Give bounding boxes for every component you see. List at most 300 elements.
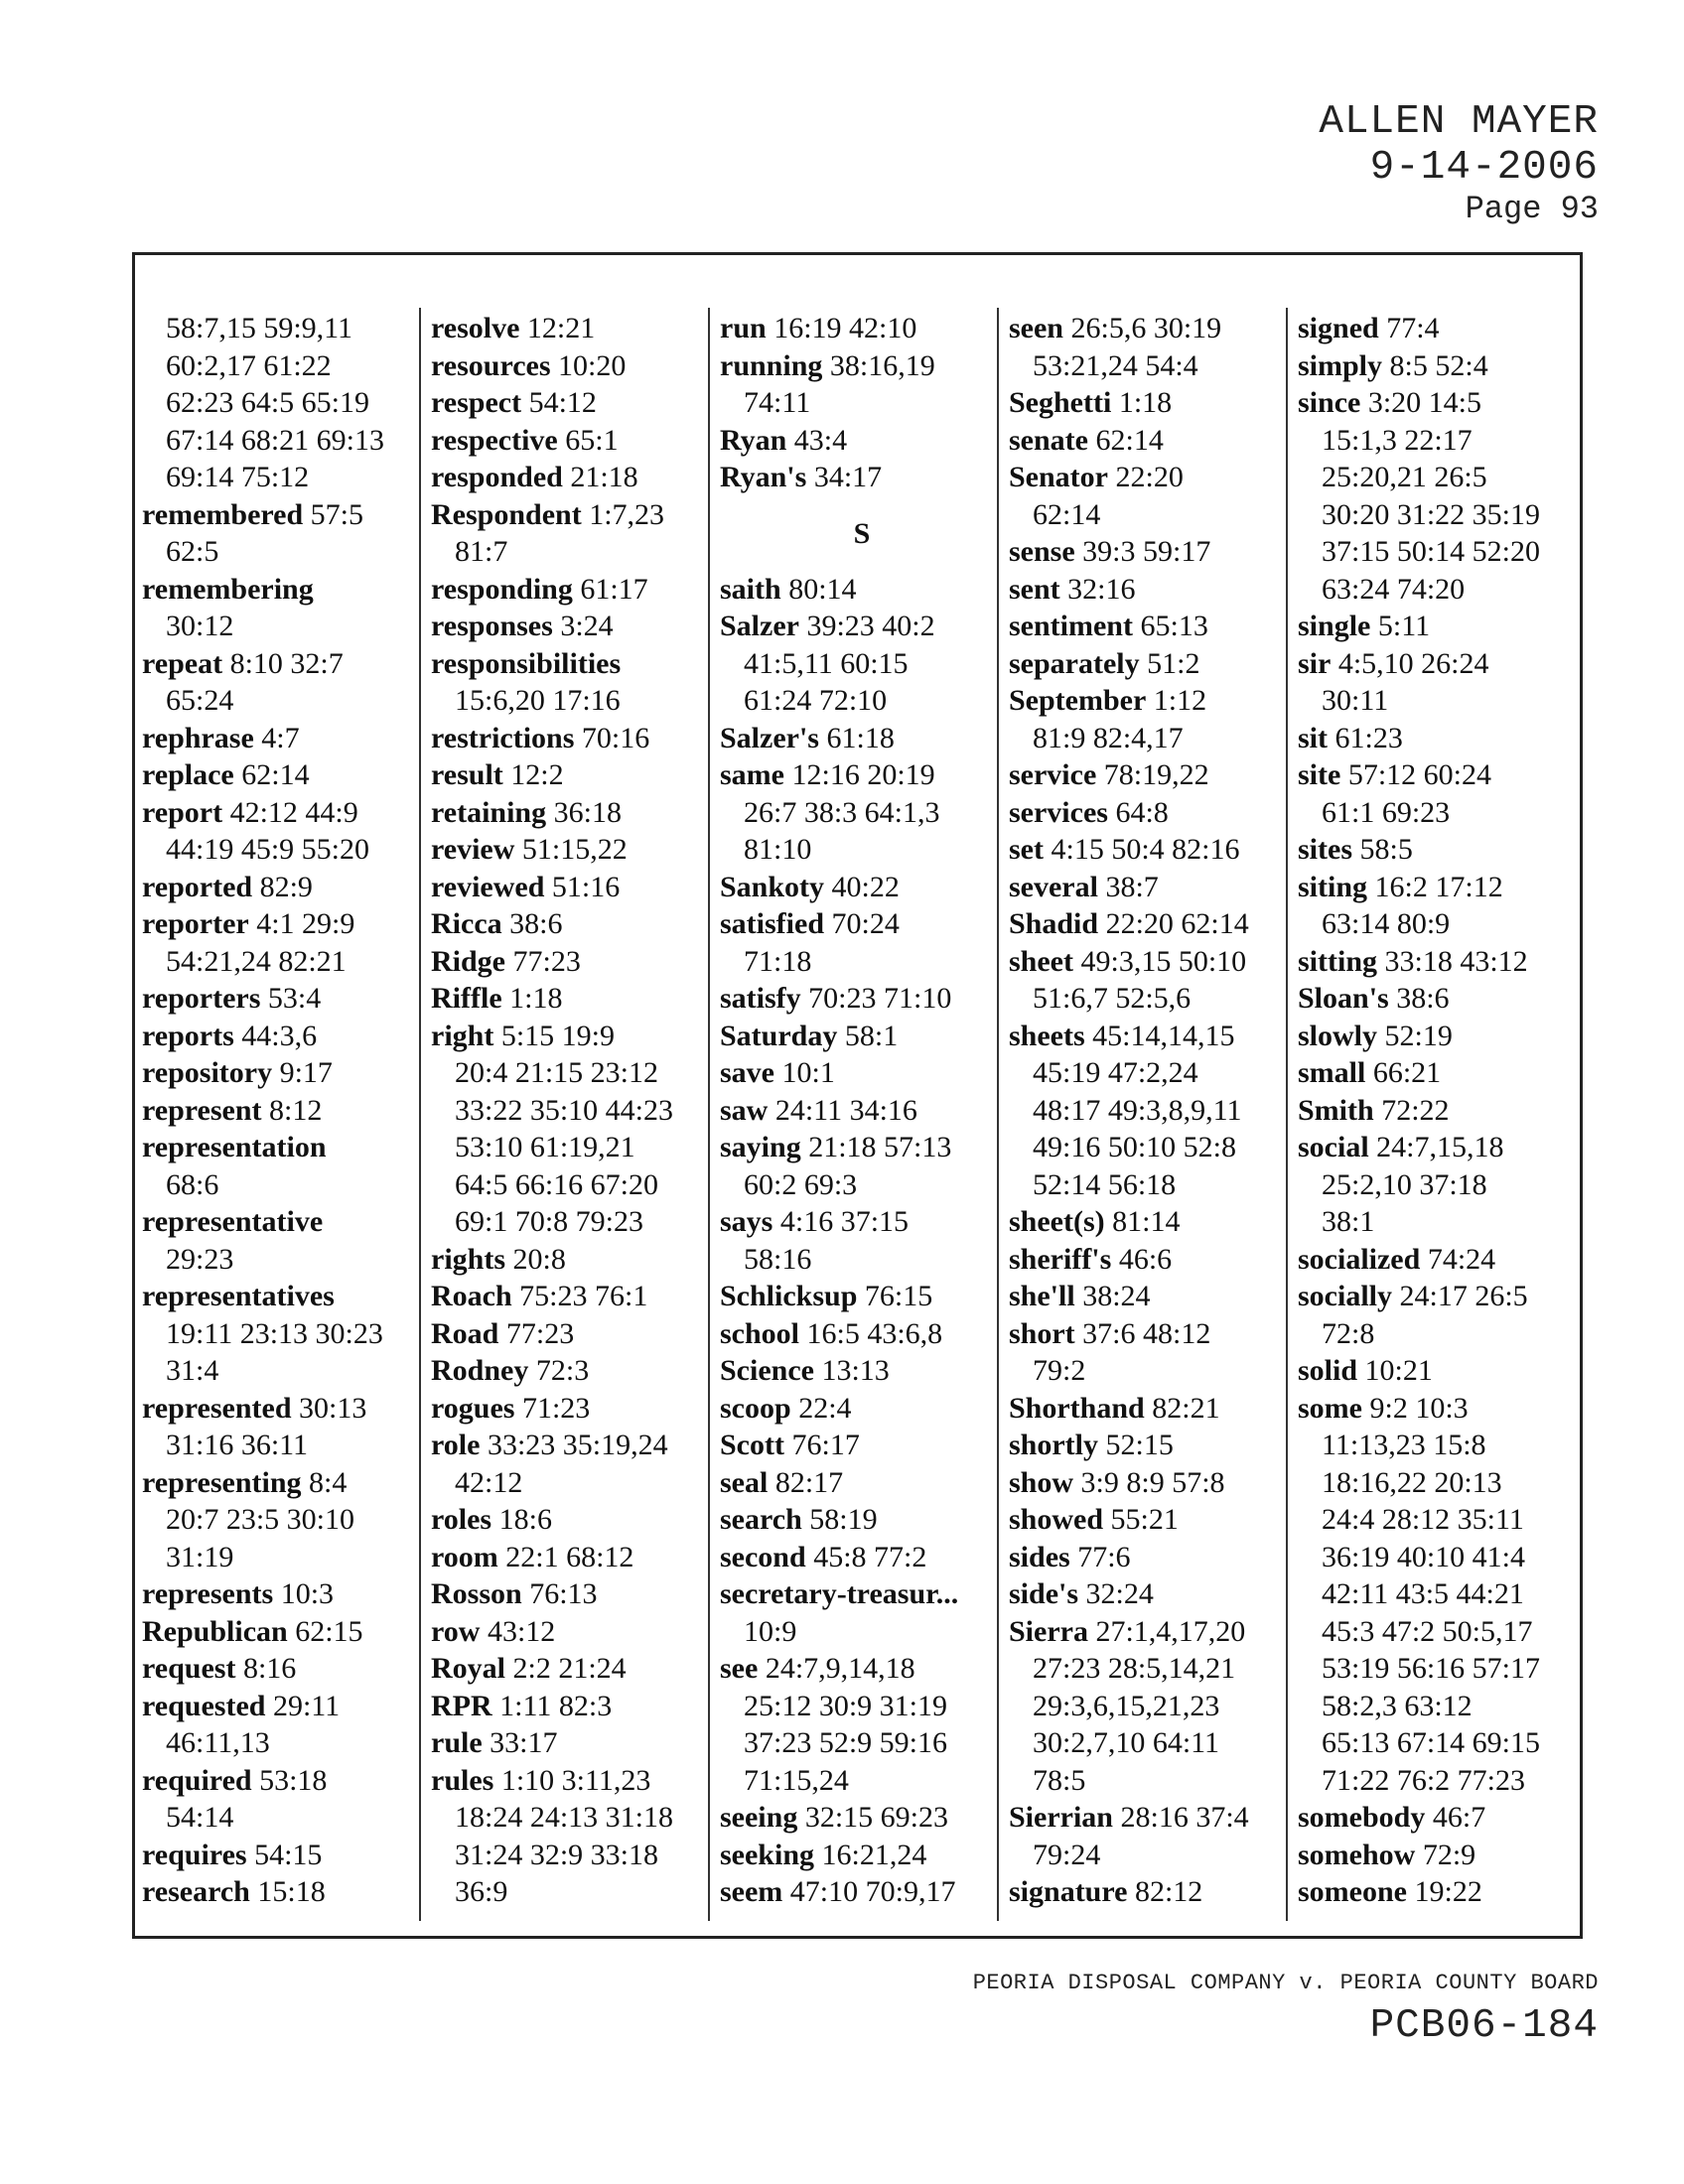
index-reference: 53:10 61:19,21 bbox=[455, 1131, 635, 1163]
index-reference: 1:11 82:3 bbox=[491, 1689, 613, 1722]
index-reference: 71:23 bbox=[514, 1391, 591, 1425]
index-reference: 29:3,6,15,21,23 bbox=[1033, 1689, 1220, 1722]
index-term: sheets bbox=[1009, 1019, 1085, 1052]
index-entry bbox=[1009, 1575, 1293, 1613]
index-reference: 19:22 bbox=[1406, 1875, 1482, 1908]
index-entry bbox=[431, 869, 715, 906]
index-reference: 30:12 bbox=[166, 610, 234, 642]
index-reference: 61:1 69:23 bbox=[1322, 795, 1451, 829]
index-entry bbox=[1009, 384, 1293, 422]
index-reference: 33:18 43:12 bbox=[1377, 944, 1528, 978]
index-reference: 45:19 47:2,24 bbox=[1033, 1056, 1198, 1089]
index-term: repeat bbox=[142, 646, 223, 680]
index-term: reviewed bbox=[431, 870, 545, 903]
index-term: sir bbox=[1298, 646, 1332, 680]
index-reference: 62:14 bbox=[1033, 497, 1101, 531]
index-term: September bbox=[1009, 684, 1147, 717]
index-reference: 13:13 bbox=[813, 1354, 890, 1387]
index-reference: 43:12 bbox=[480, 1614, 556, 1648]
index-reference: 16:19 42:10 bbox=[766, 312, 917, 344]
case-number: PCB06-184 bbox=[1369, 2003, 1599, 2049]
index-entry bbox=[1298, 1241, 1582, 1279]
index-term: sheriff's bbox=[1009, 1242, 1112, 1276]
index-entry bbox=[720, 1092, 1004, 1130]
index-term: satisfied bbox=[720, 907, 824, 940]
index-entry bbox=[142, 1464, 426, 1576]
index-continuation-line: 62:23 64:5 65:19 bbox=[166, 386, 370, 419]
index-reference: 8:4 bbox=[301, 1465, 348, 1499]
index-reference: 71:22 76:2 77:23 bbox=[1322, 1763, 1526, 1797]
index-reference: 3:9 8:9 57:8 bbox=[1073, 1465, 1225, 1499]
index-reference: 78:19,22 bbox=[1096, 758, 1209, 791]
index-reference: 58:5 bbox=[1352, 833, 1413, 866]
index-entry bbox=[1298, 1054, 1582, 1092]
index-reference: 24:7,9,14,18 bbox=[758, 1652, 915, 1685]
index-term: role bbox=[431, 1429, 481, 1461]
index-reference: 38:6 bbox=[501, 907, 563, 940]
index-entry bbox=[142, 794, 426, 869]
index-reference: 49:3,15 50:10 bbox=[1072, 944, 1247, 978]
index-reference: 61:24 72:10 bbox=[744, 684, 888, 717]
index-reference: 26:7 38:3 64:1,3 bbox=[744, 795, 940, 829]
index-entry bbox=[720, 1278, 1004, 1315]
index-reference: 24:17 26:5 bbox=[1392, 1280, 1528, 1312]
index-term: Sierra bbox=[1009, 1614, 1088, 1648]
index-reference: 76:13 bbox=[521, 1577, 598, 1610]
index-reference: 54:14 bbox=[166, 1801, 234, 1834]
index-reference: 32:24 bbox=[1078, 1577, 1154, 1610]
index-entry bbox=[1009, 1799, 1293, 1873]
index-entry bbox=[1298, 980, 1582, 1018]
index-reference: 39:3 59:17 bbox=[1074, 535, 1211, 568]
index-entry bbox=[1298, 756, 1582, 831]
index-entry bbox=[142, 1054, 426, 1092]
index-reference: 81:9 82:4,17 bbox=[1033, 721, 1184, 754]
index-reference: 32:16 bbox=[1059, 572, 1136, 606]
index-term: room bbox=[431, 1540, 498, 1573]
index-reference: 16:21,24 bbox=[814, 1838, 927, 1871]
index-reference: 4:5,10 26:24 bbox=[1331, 646, 1489, 680]
index-reference: 34:17 bbox=[806, 461, 883, 493]
index-reference: 26:5,6 30:19 bbox=[1063, 312, 1222, 344]
index-reference: 10:9 bbox=[744, 1614, 797, 1648]
index-reference: 75:23 76:1 bbox=[511, 1280, 648, 1312]
index-entry bbox=[142, 1613, 426, 1651]
index-term: second bbox=[720, 1540, 806, 1573]
index-entry bbox=[720, 1129, 1004, 1203]
index-reference: 77:23 bbox=[505, 944, 581, 978]
index-term: Shorthand bbox=[1009, 1391, 1145, 1425]
index-reference: 72:3 bbox=[528, 1354, 590, 1387]
index-column-3 bbox=[720, 310, 1004, 1911]
index-term: single bbox=[1298, 610, 1371, 642]
index-entry bbox=[1009, 1018, 1293, 1204]
index-reference: 33:23 35:19,24 bbox=[480, 1429, 668, 1461]
index-reference: 36:18 bbox=[546, 795, 622, 829]
index-continuation-line: 60:2,17 61:22 bbox=[166, 348, 332, 382]
index-entry bbox=[1009, 608, 1293, 645]
index-entry bbox=[1298, 1390, 1582, 1800]
index-term: represent bbox=[142, 1093, 262, 1127]
index-entry bbox=[1298, 347, 1582, 385]
index-reference: 37:6 48:12 bbox=[1074, 1316, 1211, 1350]
index-reference: 82:21 bbox=[1144, 1391, 1220, 1425]
index-reference: 5:15 19:9 bbox=[493, 1019, 615, 1052]
index-reference: 76:17 bbox=[783, 1429, 860, 1461]
index-term: Smith bbox=[1298, 1093, 1374, 1127]
index-entry bbox=[142, 1203, 426, 1278]
index-term: showed bbox=[1009, 1503, 1104, 1536]
index-term: search bbox=[720, 1503, 802, 1536]
index-entry bbox=[431, 1688, 715, 1725]
index-entry bbox=[1009, 756, 1293, 794]
index-term: same bbox=[720, 758, 784, 791]
index-reference: 1:7,23 bbox=[581, 497, 665, 531]
index-reference: 40:22 bbox=[824, 870, 900, 903]
index-term: repository bbox=[142, 1056, 273, 1089]
index-reference: 8:16 bbox=[235, 1652, 297, 1685]
index-term: services bbox=[1009, 795, 1108, 829]
index-term: school bbox=[720, 1316, 800, 1350]
index-entry bbox=[142, 905, 426, 980]
index-reference: 31:24 32:9 33:18 bbox=[455, 1838, 659, 1871]
index-reference: 81:7 bbox=[455, 535, 508, 568]
index-entry bbox=[1009, 794, 1293, 832]
index-reference: 62:14 bbox=[233, 758, 310, 791]
index-reference: 72:9 bbox=[1415, 1838, 1476, 1871]
index-entry bbox=[142, 980, 426, 1018]
index-term: representative bbox=[142, 1205, 324, 1238]
index-reference: 2:2 21:24 bbox=[505, 1652, 627, 1685]
index-reference: 31:4 bbox=[166, 1354, 219, 1387]
index-reference: 81:14 bbox=[1104, 1205, 1181, 1238]
index-entry bbox=[1298, 869, 1582, 943]
index-entry bbox=[142, 1278, 426, 1390]
index-term: responses bbox=[431, 610, 553, 642]
index-reference: 30:2,7,10 64:11 bbox=[1033, 1726, 1220, 1759]
index-reference: 65:24 bbox=[166, 684, 234, 717]
index-entry bbox=[142, 756, 426, 794]
index-term: rephrase bbox=[142, 721, 254, 754]
index-term: sent bbox=[1009, 572, 1060, 606]
index-entry bbox=[720, 905, 1004, 980]
index-term: small bbox=[1298, 1056, 1366, 1089]
index-term: Republican bbox=[142, 1614, 288, 1648]
index-entry bbox=[1009, 1539, 1293, 1576]
page-number: Page 93 bbox=[1465, 191, 1599, 227]
index-entry bbox=[431, 496, 715, 571]
index-term: row bbox=[431, 1614, 481, 1648]
index-reference: 15:18 bbox=[249, 1875, 326, 1908]
index-reference: 16:5 43:6,8 bbox=[799, 1316, 943, 1350]
index-entry bbox=[1298, 720, 1582, 757]
index-entry bbox=[431, 943, 715, 981]
index-term: requested bbox=[142, 1689, 266, 1722]
index-reference: 45:8 77:2 bbox=[805, 1540, 927, 1573]
index-reference: 20:7 23:5 30:10 bbox=[166, 1503, 355, 1536]
index-reference: 46:7 bbox=[1425, 1801, 1486, 1834]
index-reference: 53:19 56:16 57:17 bbox=[1322, 1652, 1541, 1685]
index-term: site bbox=[1298, 758, 1341, 791]
index-reference: 11:13,23 15:8 bbox=[1322, 1429, 1486, 1461]
index-entry bbox=[720, 980, 1004, 1018]
index-reference: 25:12 30:9 31:19 bbox=[744, 1689, 948, 1722]
index-entry bbox=[720, 1575, 1004, 1650]
index-reference: 25:20,21 26:5 bbox=[1322, 461, 1487, 493]
index-term: Salzer's bbox=[720, 721, 819, 754]
index-term: representation bbox=[142, 1131, 327, 1163]
index-term: sitting bbox=[1298, 944, 1378, 978]
index-entry bbox=[720, 347, 1004, 422]
index-entry bbox=[1009, 905, 1293, 943]
index-reference: 48:17 49:3,8,9,11 bbox=[1033, 1093, 1242, 1127]
index-reference: 32:15 69:23 bbox=[797, 1801, 948, 1834]
index-entry bbox=[720, 1873, 1004, 1911]
index-entry bbox=[1298, 1352, 1582, 1390]
index-term: says bbox=[720, 1205, 773, 1238]
index-reference: 29:11 bbox=[265, 1689, 341, 1722]
index-reference: 3:20 14:5 bbox=[1360, 386, 1481, 419]
index-continuation-line: 58:7,15 59:9,11 bbox=[166, 312, 353, 344]
index-entry bbox=[1298, 1018, 1582, 1055]
index-term: saying bbox=[720, 1131, 801, 1163]
index-term: Sankoty bbox=[720, 870, 825, 903]
index-reference: 30:11 bbox=[1322, 684, 1389, 717]
index-entry bbox=[720, 869, 1004, 906]
index-column-2 bbox=[431, 310, 715, 1911]
index-reference: 52:14 56:18 bbox=[1033, 1167, 1177, 1201]
index-term: representatives bbox=[142, 1280, 335, 1312]
index-entry bbox=[1009, 1873, 1293, 1911]
index-reference: 4:1 29:9 bbox=[248, 907, 355, 940]
index-entry bbox=[431, 1352, 715, 1390]
index-reference: 29:23 bbox=[166, 1242, 234, 1276]
index-column-4 bbox=[1009, 310, 1293, 1911]
index-term: request bbox=[142, 1652, 236, 1685]
index-entry bbox=[720, 1018, 1004, 1055]
index-entry bbox=[1298, 1837, 1582, 1874]
index-reference: 41:5,11 60:15 bbox=[744, 646, 909, 680]
index-reference: 20:4 21:15 23:12 bbox=[455, 1056, 659, 1089]
index-entry bbox=[1298, 1129, 1582, 1241]
index-term: rights bbox=[431, 1242, 505, 1276]
index-reference: 65:1 bbox=[557, 423, 619, 457]
index-entry bbox=[1298, 831, 1582, 869]
index-term: Saturday bbox=[720, 1019, 838, 1052]
index-entry bbox=[431, 459, 715, 496]
index-reference: 36:19 40:10 41:4 bbox=[1322, 1540, 1526, 1573]
index-entry bbox=[431, 1390, 715, 1428]
index-reference: 61:18 bbox=[818, 721, 895, 754]
index-term: Riffle bbox=[431, 982, 502, 1015]
index-entry bbox=[1009, 1315, 1293, 1390]
index-reference: 20:8 bbox=[505, 1242, 566, 1276]
index-entry bbox=[1009, 571, 1293, 609]
index-entry bbox=[720, 1390, 1004, 1428]
index-reference: 12:2 bbox=[502, 758, 564, 791]
index-entry bbox=[720, 1203, 1004, 1278]
index-reference: 9:17 bbox=[272, 1056, 333, 1089]
index-reference: 37:15 50:14 52:20 bbox=[1322, 535, 1541, 568]
index-reference: 62:15 bbox=[287, 1614, 363, 1648]
index-entry bbox=[431, 571, 715, 609]
index-entry bbox=[142, 1092, 426, 1130]
index-entry bbox=[142, 1018, 426, 1055]
index-entry bbox=[431, 1427, 715, 1501]
index-reference: 65:13 bbox=[1132, 610, 1208, 642]
index-entry bbox=[142, 1688, 426, 1762]
index-term: sense bbox=[1009, 535, 1075, 568]
index-reference: 61:23 bbox=[1328, 721, 1403, 754]
index-entry bbox=[142, 869, 426, 906]
index-entry bbox=[142, 1837, 426, 1874]
index-entry bbox=[431, 756, 715, 794]
index-reference: 8:10 32:7 bbox=[222, 646, 344, 680]
index-term: sit bbox=[1298, 721, 1328, 754]
index-entry bbox=[431, 608, 715, 645]
index-entry bbox=[720, 1837, 1004, 1874]
index-term: secretary-treasur... bbox=[720, 1577, 959, 1610]
index-reference: 18:24 24:13 31:18 bbox=[455, 1801, 674, 1834]
index-entry bbox=[1298, 1092, 1582, 1130]
index-entry bbox=[431, 831, 715, 869]
index-entry bbox=[431, 1575, 715, 1613]
index-reference: 63:14 80:9 bbox=[1322, 907, 1451, 940]
index-reference: 18:6 bbox=[491, 1503, 552, 1536]
index-term: result bbox=[431, 758, 503, 791]
index-term: Shadid bbox=[1009, 907, 1099, 940]
index-term: running bbox=[720, 348, 823, 382]
index-reference: 44:3,6 bbox=[233, 1019, 318, 1052]
index-reference: 47:10 70:9,17 bbox=[782, 1875, 956, 1908]
index-term: simply bbox=[1298, 348, 1383, 382]
index-reference: 55:21 bbox=[1103, 1503, 1179, 1536]
index-entry bbox=[720, 459, 1004, 496]
index-column-1 bbox=[142, 310, 426, 1911]
index-entry bbox=[142, 720, 426, 757]
index-reference: 51:15,22 bbox=[514, 833, 628, 866]
index-reference: 15:1,3 22:17 bbox=[1322, 423, 1473, 457]
index-entry bbox=[1298, 384, 1582, 608]
index-entry bbox=[1009, 459, 1293, 533]
index-reference: 33:17 bbox=[482, 1726, 558, 1759]
index-term: reporters bbox=[142, 982, 261, 1015]
index-reference: 79:24 bbox=[1033, 1838, 1101, 1871]
index-term: seem bbox=[720, 1875, 783, 1908]
index-reference: 22:4 bbox=[790, 1391, 852, 1425]
index-reference: 46:6 bbox=[1111, 1242, 1173, 1276]
index-entry bbox=[720, 1464, 1004, 1502]
index-reference: 3:24 bbox=[552, 610, 614, 642]
index-term: reporter bbox=[142, 907, 249, 940]
index-term: retaining bbox=[431, 795, 547, 829]
index-reference: 1:12 bbox=[1146, 684, 1207, 717]
index-term: represents bbox=[142, 1577, 274, 1610]
index-reference: 81:10 bbox=[744, 833, 812, 866]
index-term: signature bbox=[1009, 1875, 1128, 1908]
deponent-name: ALLEN MAYER bbox=[1319, 99, 1599, 145]
index-term: satisfy bbox=[720, 982, 801, 1015]
index-term: senate bbox=[1009, 423, 1088, 457]
index-reference: 8:12 bbox=[261, 1093, 323, 1127]
index-entry bbox=[431, 1018, 715, 1241]
index-reference: 57:5 bbox=[303, 497, 364, 531]
index-term: Sloan's bbox=[1298, 982, 1389, 1015]
index-entry bbox=[431, 1724, 715, 1762]
index-term: Ridge bbox=[431, 944, 505, 978]
index-entry bbox=[431, 1241, 715, 1279]
index-reference: 44:19 45:9 55:20 bbox=[166, 833, 370, 866]
index-reference: 52:15 bbox=[1098, 1429, 1174, 1461]
index-term: Seghetti bbox=[1009, 386, 1112, 419]
index-entry bbox=[1009, 310, 1293, 384]
index-entry bbox=[1298, 645, 1582, 720]
index-reference: 51:6,7 52:5,6 bbox=[1033, 982, 1192, 1015]
index-reference: 51:16 bbox=[544, 870, 621, 903]
index-term: Schlicksup bbox=[720, 1280, 858, 1312]
case-caption: PEORIA DISPOSAL COMPANY v. PEORIA COUNTY BOARD bbox=[972, 1971, 1599, 1995]
index-reference: 43:4 bbox=[786, 423, 848, 457]
index-entry bbox=[720, 1539, 1004, 1576]
index-reference: 24:11 34:16 bbox=[768, 1093, 917, 1127]
index-term: scoop bbox=[720, 1391, 791, 1425]
index-entry bbox=[431, 384, 715, 422]
index-term: Ryan's bbox=[720, 461, 807, 493]
index-reference: 30:20 31:22 35:19 bbox=[1322, 497, 1541, 531]
index-reference: 45:3 47:2 50:5,17 bbox=[1322, 1614, 1533, 1648]
index-reference: 70:16 bbox=[574, 721, 650, 754]
index-term: report bbox=[142, 795, 223, 829]
index-term: social bbox=[1298, 1131, 1369, 1163]
index-reference: 9:2 10:3 bbox=[1361, 1391, 1469, 1425]
index-entry bbox=[720, 1054, 1004, 1092]
index-reference: 58:19 bbox=[801, 1503, 878, 1536]
index-term: Royal bbox=[431, 1652, 505, 1685]
index-term: Sierrian bbox=[1009, 1801, 1113, 1834]
index-term: Salzer bbox=[720, 610, 799, 642]
index-reference: 54:12 bbox=[521, 386, 597, 419]
index-continuation-line: 67:14 68:21 69:13 bbox=[166, 423, 385, 457]
index-reference: 63:24 74:20 bbox=[1322, 572, 1466, 606]
index-reference: 10:3 bbox=[273, 1577, 335, 1610]
index-entry bbox=[431, 1762, 715, 1911]
index-reference: 21:18 57:13 bbox=[800, 1131, 952, 1163]
index-reference: 54:15 bbox=[246, 1838, 323, 1871]
index-reference: 38:1 bbox=[1322, 1205, 1375, 1238]
index-reference: 64:5 66:16 67:20 bbox=[455, 1167, 659, 1201]
index-term: restrictions bbox=[431, 721, 575, 754]
index-term: save bbox=[720, 1056, 774, 1089]
index-reference: 36:9 bbox=[455, 1875, 508, 1908]
index-term: seal bbox=[720, 1465, 769, 1499]
index-entry bbox=[720, 422, 1004, 460]
index-entry bbox=[431, 794, 715, 832]
index-reference: 77:6 bbox=[1069, 1540, 1131, 1573]
index-reference: 38:7 bbox=[1097, 870, 1159, 903]
index-term: sides bbox=[1009, 1540, 1070, 1573]
index-entry bbox=[1009, 682, 1293, 756]
index-entry bbox=[720, 1650, 1004, 1799]
index-term: somebody bbox=[1298, 1801, 1426, 1834]
index-term: remembering bbox=[142, 572, 314, 606]
index-term: siting bbox=[1298, 870, 1368, 903]
index-entry bbox=[1009, 1464, 1293, 1502]
index-entry bbox=[142, 496, 426, 571]
index-term: some bbox=[1298, 1391, 1362, 1425]
index-reference: 53:18 bbox=[251, 1763, 328, 1797]
index-entry bbox=[431, 1315, 715, 1353]
index-entry bbox=[431, 980, 715, 1018]
